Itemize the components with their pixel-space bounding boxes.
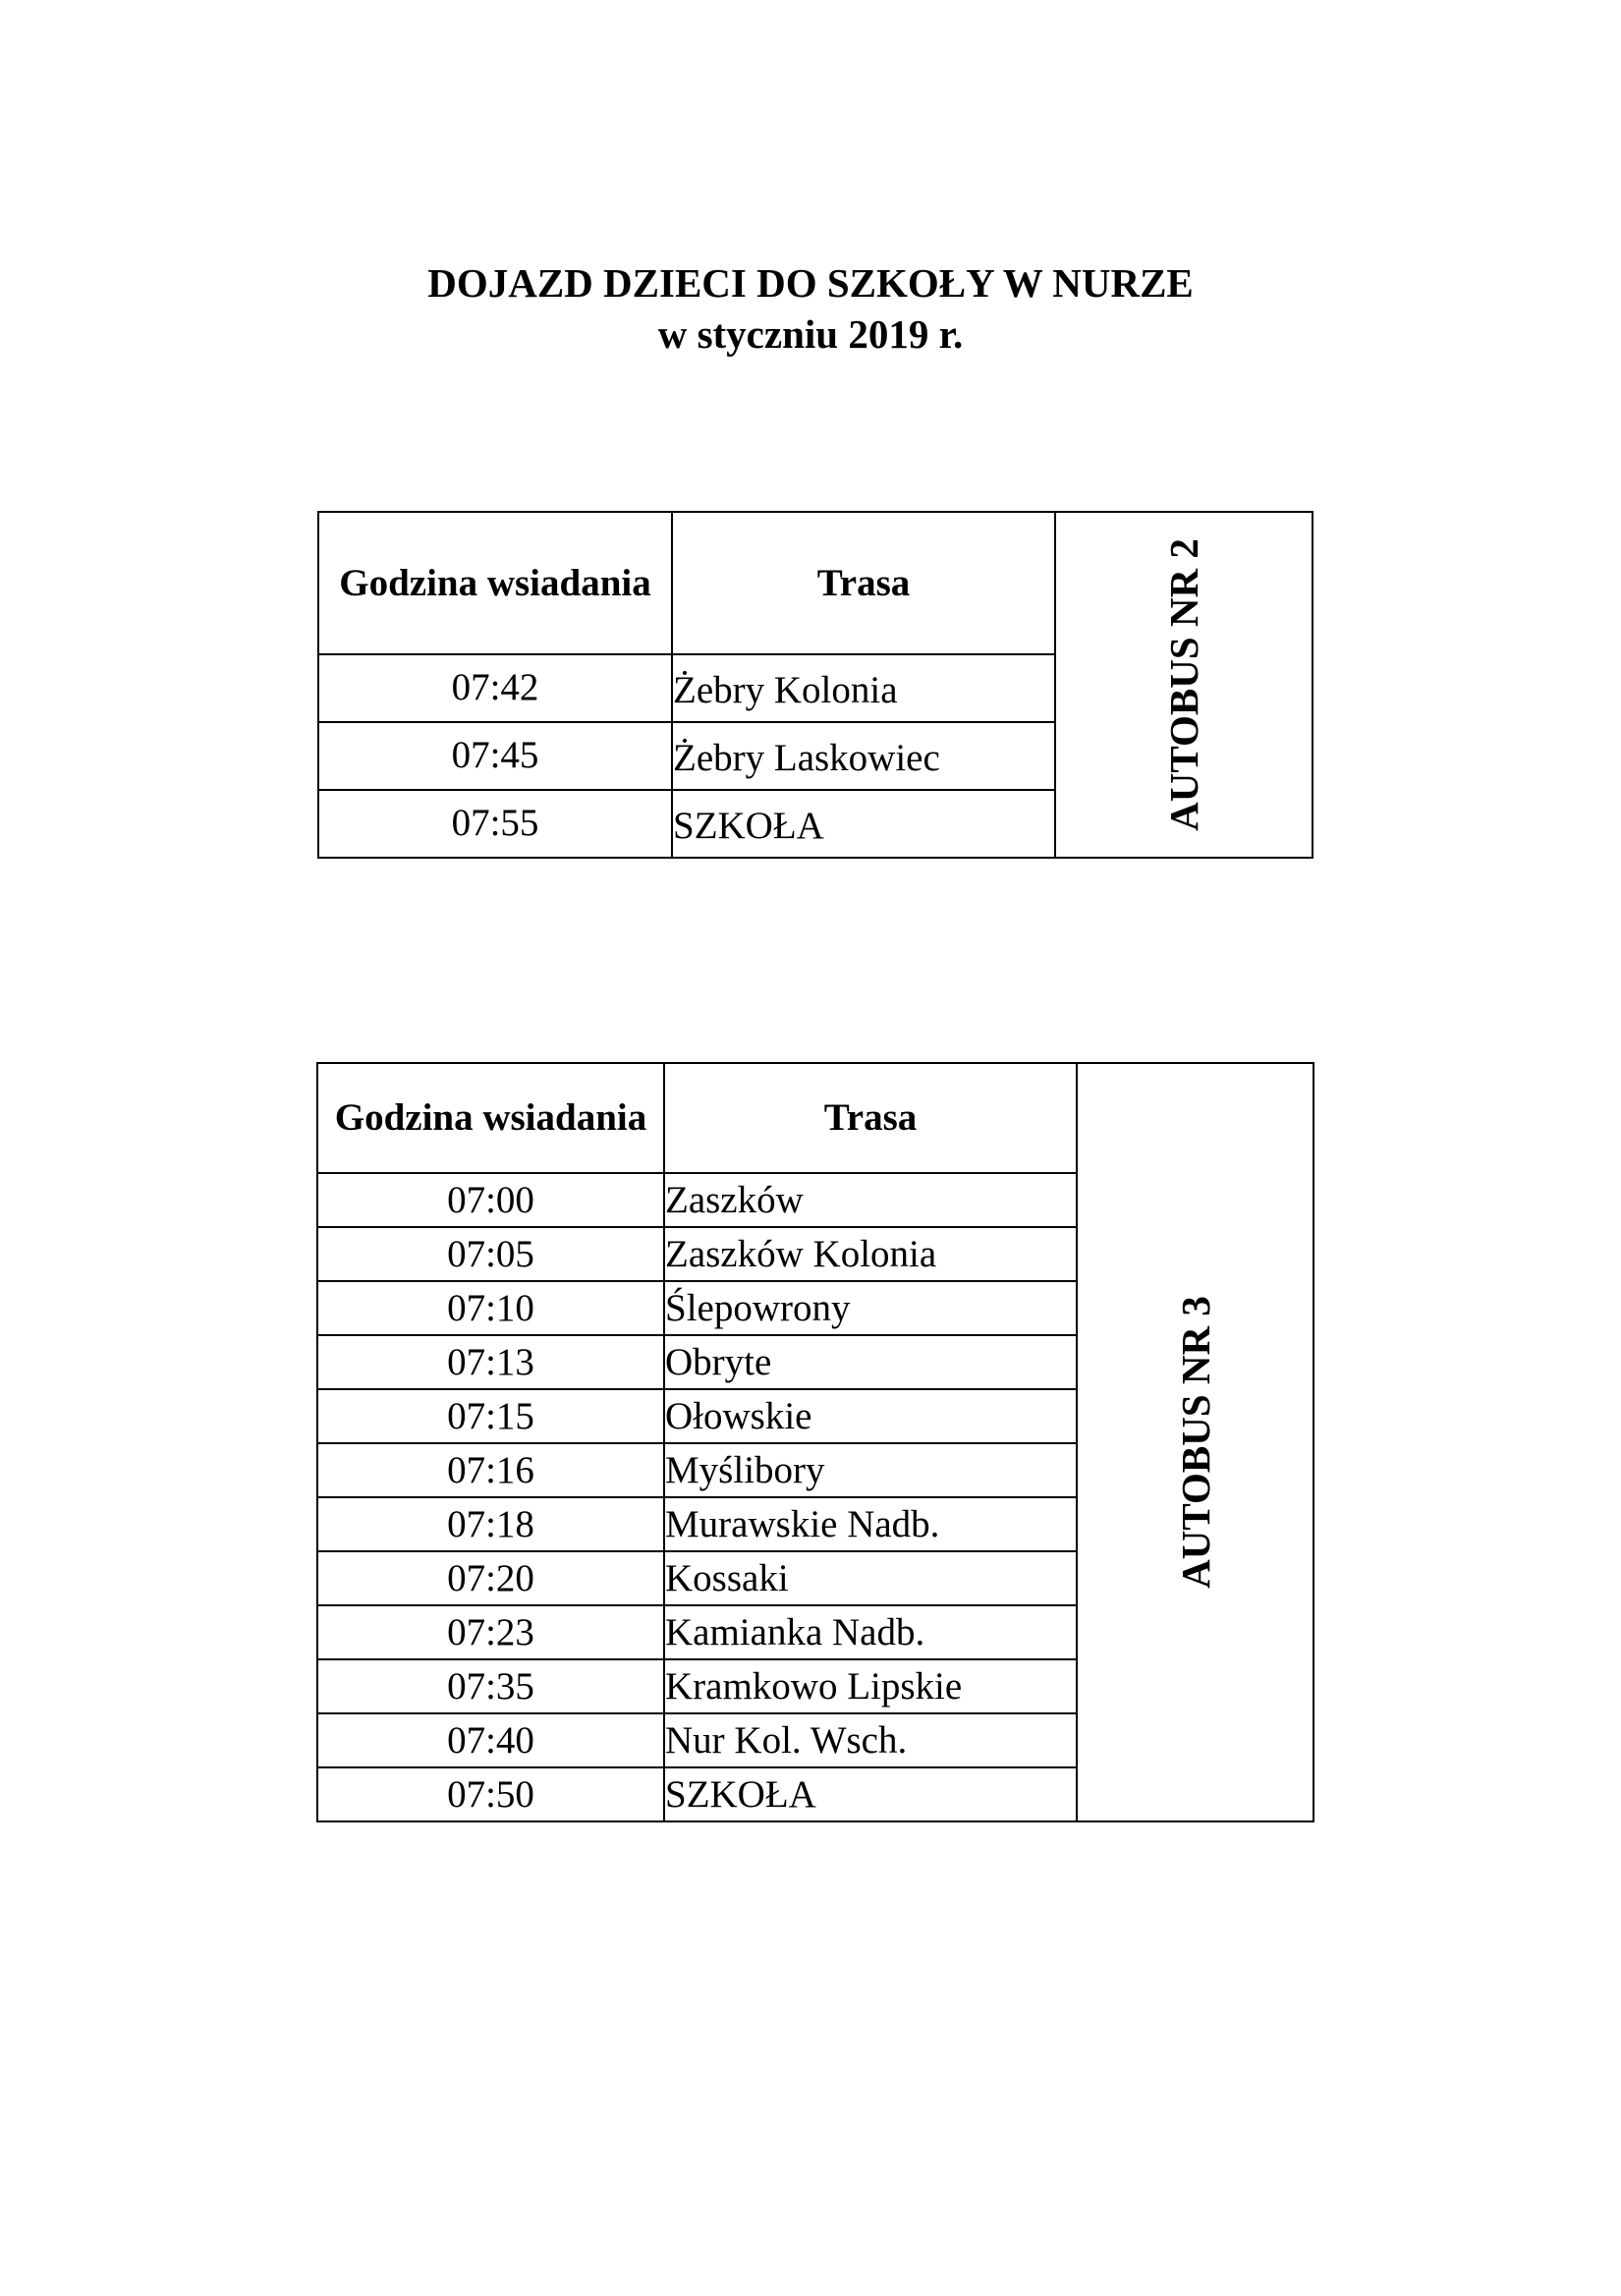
boarding-time: 07:20	[317, 1551, 664, 1605]
route-stop: Ślepowrony	[664, 1281, 1077, 1335]
boarding-time: 07:35	[317, 1659, 664, 1713]
boarding-time: 07:55	[318, 790, 672, 858]
boarding-time: 07:45	[318, 722, 672, 790]
column-header-time: Godzina wsiadania	[318, 512, 672, 654]
boarding-time: 07:15	[317, 1389, 664, 1443]
document-subtitle: w styczniu 2019 r.	[657, 311, 964, 357]
route-stop: Żebry Laskowiec	[672, 722, 1055, 790]
boarding-time: 07:40	[317, 1713, 664, 1767]
bus-3-schedule-table	[316, 1062, 1314, 1822]
route-stop: Nur Kol. Wsch.	[664, 1713, 1077, 1767]
bus-label: AUTOBUS NR 3	[1172, 1296, 1218, 1589]
route-stop: Kossaki	[664, 1551, 1077, 1605]
route-stop: Murawskie Nadb.	[664, 1497, 1077, 1551]
column-header-route: Trasa	[664, 1063, 1077, 1173]
boarding-time: 07:42	[318, 654, 672, 722]
route-stop: SZKOŁA	[672, 790, 1055, 858]
boarding-time: 07:18	[317, 1497, 664, 1551]
boarding-time: 07:13	[317, 1335, 664, 1389]
bus-2-schedule-table	[317, 511, 1314, 859]
table-header-row	[317, 1063, 1314, 1173]
route-stop: Myślibory	[664, 1443, 1077, 1497]
boarding-time: 07:05	[317, 1227, 664, 1281]
bus-label-cell	[1077, 1063, 1314, 1821]
route-stop: SZKOŁA	[664, 1767, 1077, 1821]
route-stop: Żebry Kolonia	[672, 654, 1055, 722]
route-stop: Zaszków Kolonia	[664, 1227, 1077, 1281]
route-stop: Kramkowo Lipskie	[664, 1659, 1077, 1713]
column-header-route: Trasa	[672, 512, 1055, 654]
route-stop: Obryte	[664, 1335, 1077, 1389]
route-stop: Zaszków	[664, 1173, 1077, 1227]
table-header-row	[318, 512, 1313, 654]
column-header-time: Godzina wsiadania	[317, 1063, 664, 1173]
boarding-time: 07:23	[317, 1605, 664, 1659]
bus-label: AUTOBUS NR 2	[1161, 538, 1206, 831]
boarding-time: 07:00	[317, 1173, 664, 1227]
document-title: DOJAZD DZIECI DO SZKOŁY W NURZE	[427, 260, 1194, 306]
boarding-time: 07:50	[317, 1767, 664, 1821]
bus-label-cell	[1055, 512, 1313, 858]
route-stop: Ołowskie	[664, 1389, 1077, 1443]
route-stop: Kamianka Nadb.	[664, 1605, 1077, 1659]
boarding-time: 07:16	[317, 1443, 664, 1497]
boarding-time: 07:10	[317, 1281, 664, 1335]
